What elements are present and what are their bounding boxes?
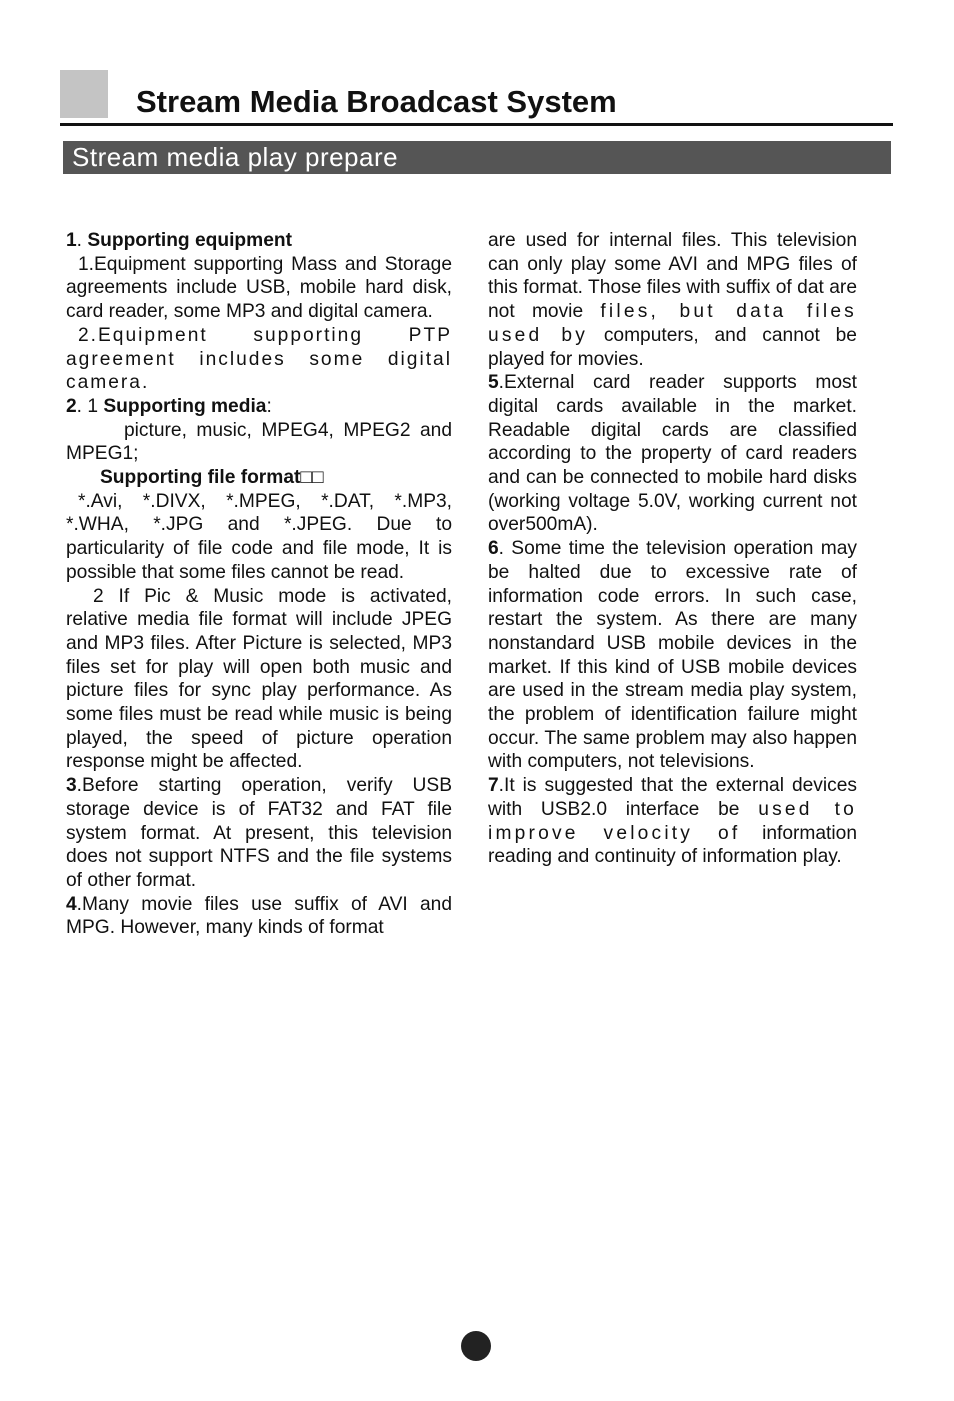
section-7-text-2: information reading and continuity of information play. [488, 822, 857, 868]
section-1-title: Supporting equipment [87, 230, 292, 251]
section-title: Stream media play prepare [72, 142, 399, 172]
section-1-heading: 1. Supporting equipment [66, 230, 292, 251]
section-4-continued-spaced: files, but data files used by [488, 301, 857, 346]
section-4-continued-end: computers, and cannot be played for movies. [488, 324, 857, 370]
section-2-title: Supporting media [103, 395, 267, 417]
section-1-paragraph-1: 1.Equipment supporting Mass and Storage agreements include USB, mobile hard disk, card reader, some MP3 and digital camera. [66, 253, 452, 323]
section-1-number: 1 [66, 230, 77, 251]
section-banner [63, 141, 891, 174]
file-format-title: Supporting file format [100, 467, 301, 489]
section-6-number: 6 [488, 538, 499, 560]
section-2-subnumber: 1 [87, 395, 99, 417]
section-6-paragraph: 6. Some time the television operation may be halted due to excessive rate of information code errors. In such case, restart the system. As there are many nonstandard USB mobile devices in the market. If this kind of USB mobile devices are used in the stream media play system, the problem of identification failure might occur. The same problem may also happen with computers, not televisions. [488, 538, 857, 773]
section-6-text: Some time the television operation may be halted due to excessive rate of information code errors. In such case, restart the system. As there are many nonstandard USB mobile devices in the market. If this kind of USB mobile devices are used in the stream media play system, the problem of identification failure might occur. The same problem may also happen with computers, not televisions. [488, 538, 857, 773]
section-2-heading: 2. 1 Supporting media: [66, 395, 272, 417]
file-format-heading [66, 466, 452, 490]
file-format-list: *.Avi, *.DIVX, *.MPEG, *.DAT, *.MP3, *.WHA, *.JPG and *.JPEG. Due to particularity of file code and file mode, It is possible that some files cannot be read. [66, 490, 452, 583]
section-4-continued-text: are used for internal files. This television can only play some AVI and MPG files of this format. Those files with suffix of dat are not movie [488, 230, 857, 323]
section-7-number: 7 [488, 775, 499, 797]
page-title: Stream Media Broadcast System [136, 84, 617, 119]
file-format-glyph: □□ [300, 467, 324, 489]
section-5-paragraph: 5.External card reader supports most digital cards available in the market. Readable digital cards are classified according to the property of card readers and can be connected to mobile hard disks (working voltage 5.0V, working current not over500mA). [488, 372, 857, 536]
section-4-paragraph: 4.Many movie files use suffix of AVI and MPG. However, many kinds of format [66, 893, 452, 939]
section-7-text-1: It is suggested that the external devices with USB2.0 interface be [488, 775, 857, 820]
left-column [66, 229, 452, 940]
section-4-number: 4 [66, 893, 77, 915]
section-3-text: Before starting operation, verify USB storage device is of FAT32 and FAT file system format. At present, this television does not support NTFS and the file systems of other format. [66, 775, 452, 891]
section-5-text: External card reader supports most digital cards available in the market. Readable digital cards are classified according to the property of card readers and can be connected to mobile hard disks (working voltage 5.0V, working current not over500mA). [488, 372, 857, 536]
section-5-number: 5 [488, 372, 499, 394]
section-1-paragraph-2: 2.Equipment supporting PTP agreement includes some digital camera. [66, 324, 452, 394]
section-7-text-spaced: used to improve velocity of [488, 798, 857, 844]
title-underline [60, 123, 893, 126]
supported-media-list: picture, music, MPEG4, MPEG2 and MPEG1; [66, 419, 452, 465]
section-2-number: 2 [66, 395, 77, 417]
section-3-number: 3 [66, 775, 77, 797]
right-column [488, 229, 857, 869]
section-3-paragraph: 3.Before starting operation, verify USB storage device is of FAT32 and FAT file system format. At present, this television does not support NTFS and the file systems of other format. [66, 775, 452, 891]
pic-music-paragraph: 2 If Pic & Music mode is activated, relative media file format will include JPEG and MP3 files. After Picture is selected, MP3 files set for play will open both music and picture files for sync play performance. As some files must be read while music is being played, the speed of picture operation response might be affected. [66, 585, 452, 773]
section-7-paragraph: 7.It is suggested that the external devices with USB2.0 interface be used to improve velocity of information reading and continuity of information play. [488, 775, 857, 868]
header-corner-block [60, 70, 108, 118]
section-4-continued [488, 229, 857, 371]
page-marker-dot [461, 1331, 491, 1361]
section-4-text: Many movie files use suffix of AVI and MPG. However, many kinds of format [66, 893, 452, 939]
